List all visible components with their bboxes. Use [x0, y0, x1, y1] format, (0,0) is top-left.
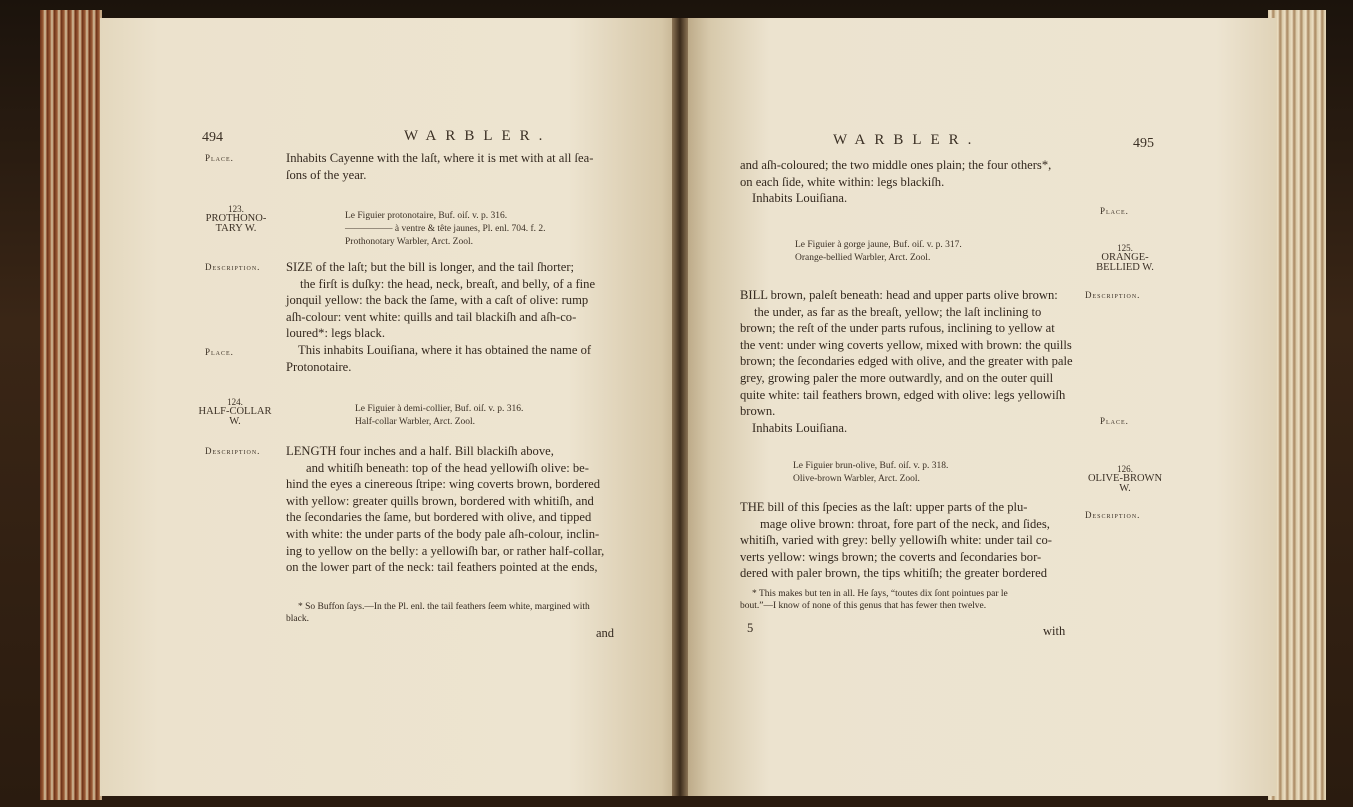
species-126-heading: 126. OLIVE-BROWN W.	[1087, 464, 1163, 494]
right-intro-text: and aſh-coloured; the two middle ones plain; the four others*, on each ſide, white within: legs blackiſh. Inhabits Louiſiana.	[740, 158, 1052, 206]
species-125-description: BILL brown, paleſt beneath: head and upper parts olive brown: the under, as far as the breaſt, yellow; the laſt inclining to brown; the reſt of the under parts rufous, inclining to yellow at the vent: under wing coverts yellow, mixed with brown: the quills brown; the ſecondaries edged with olive, and the greater with pale grey, growing paler the more outwardly, and on the outer quill quite white: tail feathers brown, edged with olive: legs yellowiſh brown. Inhabits Louiſiana.	[740, 288, 1073, 435]
left-footnote: * So Buffon ſays.—In the Pl. enl. the tail feathers ſeem white, margined with black.	[286, 602, 590, 624]
right-intro-place-label: Place.	[1100, 206, 1129, 216]
right-running-head: WARBLER.	[833, 132, 981, 148]
book-gutter	[672, 18, 688, 796]
species-123-description-label: Description.	[205, 262, 261, 272]
left-running-head: WARBLER.	[404, 128, 552, 144]
signature-mark: 5	[747, 621, 754, 635]
species-125-place-label: Place.	[1100, 416, 1129, 426]
species-124-synonyms: Le Figuier à demi-collier, Buf. oiſ. v. p. 316. Half-collar Warbler, Arct. Zool.	[355, 404, 524, 427]
intro-place-label: Place.	[205, 153, 234, 163]
species-125-heading: 125. ORANGE- BELLIED W.	[1096, 243, 1154, 273]
right-catchword: with	[1043, 624, 1066, 638]
right-footnote: * This makes but ten in all. He ſays, “toutes dix ſont pointues par le bout.”—I know of none of this genus that has fewer then twelve.	[740, 589, 1008, 611]
species-123-synonyms: Le Figuier protonotaire, Buf. oiſ. v. p. 316. ————— à ventre & tête jaunes, Pl. enl. 704. f. 2. Prothonotary Warbler, Arct. Zool.	[345, 211, 546, 247]
species-124-description: LENGTH four inches and a half. Bill blackiſh above, and whitiſh beneath: top of the head yellowiſh olive: be- hind the eyes a cinereous ſtripe: wing coverts brown, bordered with yellow: greater quills brown, bordered with whitiſh, and the ſecondaries the ſame, but bordered with olive, and tipped with white: the under parts of the body pale aſh-colour, inclin- ing to yellow on the belly: a yellowiſh bar, or rather half-collar, on the lower part of the neck: tail feathers pointed at the ends,	[286, 444, 605, 575]
left-catchword: and	[596, 626, 615, 640]
left-page-number: 494	[202, 130, 223, 145]
species-124-heading: 124. HALF-COLLAR W.	[198, 397, 272, 427]
species-124-description-label: Description.	[205, 446, 261, 456]
species-126-description: THE bill of this ſpecies as the laſt: upper parts of the plu- mage olive brown: throat, fore part of the neck, and ſides, whitiſh, varied with grey: belly yellowiſh white: under tail co- verts yellow: wings brown; the coverts and ſecondaries bor- dered with paler brown, the tips whitiſh; the greater bordered	[740, 500, 1052, 581]
left-intro-text: Inhabits Cayenne with the laſt, where it is met with at all ſea- ſons of the year.	[286, 151, 594, 182]
species-125-synonyms: Le Figuier à gorge jaune, Buf. oiſ. v. p. 317. Orange-bellied Warbler, Arct. Zool.	[795, 240, 962, 263]
species-123-place: This inhabits Louiſiana, where it has obtained the name of Protonotaire.	[286, 343, 592, 374]
species-125-description-label: Description.	[1085, 290, 1141, 300]
species-123-description: SIZE of the laſt; but the bill is longer, and the tail ſhorter; the firſt is duſky: the head, neck, breaſt, and belly, of a fine jonquil yellow: the back the ſame, with a caſt of olive: rump aſh-colour: vent white: quills and tail blackiſh and aſh-co- loured*: legs black.	[286, 260, 596, 341]
right-page-edges	[1268, 10, 1326, 800]
species-126-description-label: Description.	[1085, 510, 1141, 520]
species-126-synonyms: Le Figuier brun-olive, Buf. oiſ. v. p. 318. Olive-brown Warbler, Arct. Zool.	[793, 461, 949, 484]
right-page-number: 495	[1133, 136, 1154, 151]
left-page-edges	[40, 10, 102, 800]
species-123-place-label: Place.	[205, 347, 234, 357]
species-123-heading: 123. PROTHONO- TARY W.	[205, 204, 267, 234]
